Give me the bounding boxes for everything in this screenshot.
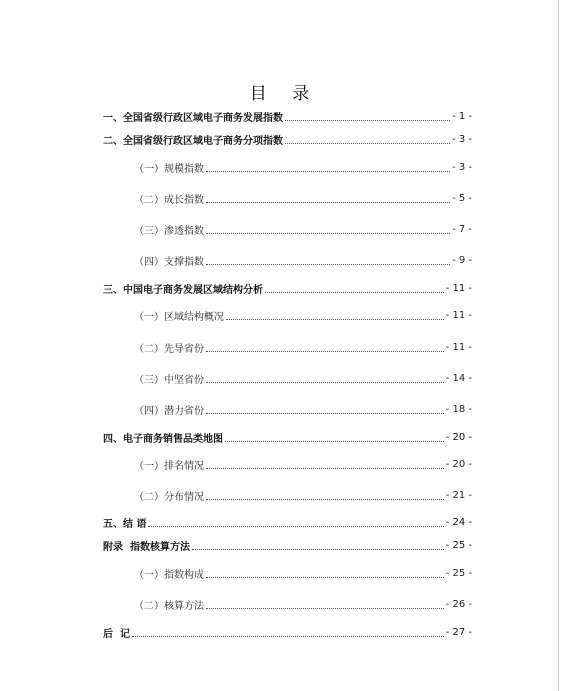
toc-dot-leader (206, 264, 450, 265)
toc-page-number: - 18 - (445, 403, 472, 415)
toc-entry-label: 后 记 (103, 628, 130, 640)
toc-entry-label: 一、全国省级行政区域电子商务发展指数 (103, 112, 283, 124)
toc-dot-leader (226, 319, 444, 320)
toc-entry-subsection[interactable] (134, 457, 472, 471)
toc-dot-leader (206, 171, 450, 172)
toc-entry-subsection[interactable] (134, 340, 472, 354)
toc-page-number: - 1 - (452, 110, 472, 122)
toc-entry-conclusion[interactable] (103, 515, 472, 529)
toc-page-number: - 11 - (445, 341, 472, 353)
toc-entry-section-1[interactable] (103, 109, 472, 123)
toc-dot-leader (206, 499, 444, 500)
toc-page-number: - 21 - (445, 489, 472, 501)
toc-entry-label: 四、电子商务销售品类地图 (103, 433, 223, 445)
toc-page-number: - 11 - (445, 309, 472, 321)
toc-entry-section-3[interactable] (103, 281, 472, 295)
toc-page-number: - 27 - (445, 626, 472, 638)
toc-page-number: - 9 - (452, 254, 472, 266)
toc-dot-leader (206, 577, 444, 578)
toc-entry-label: （二）分布情况 (134, 491, 204, 503)
toc-entry-label: （一）区域结构概况 (134, 311, 224, 323)
toc-entry-label: （一）规模指数 (134, 163, 204, 175)
toc-page-number: - 3 - (452, 133, 472, 145)
toc-dot-leader (192, 549, 444, 550)
toc-entry-subsection[interactable] (134, 191, 472, 205)
toc-entry-label: 三、中国电子商务发展区域结构分析 (103, 284, 263, 296)
toc-entry-subsection[interactable] (134, 371, 472, 385)
toc-entry-label: （二）成长指数 (134, 194, 204, 206)
toc-page-number: - 20 - (445, 431, 472, 443)
toc-dot-leader (206, 351, 444, 352)
toc-entry-subsection[interactable] (134, 402, 472, 416)
toc-title: 目 录 (249, 84, 320, 104)
toc-entry-label: （一）排名情况 (134, 460, 204, 472)
toc-dot-leader (206, 202, 450, 203)
toc-entry-label: 附录 指数核算方法 (103, 541, 190, 553)
toc-dot-leader (265, 292, 444, 293)
toc-entry-subsection[interactable] (134, 566, 472, 580)
toc-entry-label: （四）支撑指数 (134, 256, 204, 268)
toc-dot-leader (285, 143, 450, 144)
toc-entry-label: （三）渗透指数 (134, 225, 204, 237)
toc-entry-label: （三）中坚省份 (134, 374, 204, 386)
toc-entry-section-2[interactable] (103, 132, 472, 146)
toc-page-number: - 26 - (445, 598, 472, 610)
toc-entry-label: （二）核算方法 (134, 600, 204, 612)
toc-page-number: - 5 - (452, 192, 472, 204)
toc-dot-leader (206, 233, 450, 234)
toc-page-number: - 24 - (445, 516, 472, 528)
toc-entry-label: 二、全国省级行政区域电子商务分项指数 (103, 135, 283, 147)
toc-entry-subsection[interactable] (134, 488, 472, 502)
toc-dot-leader (206, 413, 444, 414)
toc-dot-leader (132, 636, 444, 637)
toc-entry-afterword[interactable] (103, 625, 472, 639)
toc-page-number: - 14 - (445, 372, 472, 384)
toc-entry-appendix[interactable] (103, 538, 472, 552)
toc-dot-leader (206, 608, 444, 609)
toc-dot-leader (285, 120, 450, 121)
toc-dot-leader (206, 468, 444, 469)
toc-entry-subsection[interactable] (134, 253, 472, 267)
toc-page-number: - 20 - (445, 458, 472, 470)
toc-entry-label: （四）潜力省份 (134, 405, 204, 417)
toc-entry-label: 五、结 语 (103, 518, 147, 530)
toc-page-number: - 25 - (445, 567, 472, 579)
toc-page-number: - 7 - (452, 223, 472, 235)
toc-page-number: - 3 - (452, 161, 472, 173)
toc-entry-subsection[interactable] (134, 597, 472, 611)
toc-dot-leader (148, 526, 443, 527)
toc-entry-subsection[interactable] (134, 222, 472, 236)
toc-page-number: - 25 - (445, 539, 472, 551)
toc-entry-label: （二）先导省份 (134, 343, 204, 355)
toc-entry-subsection[interactable] (134, 160, 472, 174)
toc-page-number: - 11 - (445, 282, 472, 294)
toc-dot-leader (206, 382, 444, 383)
toc-entry-label: （一）指数构成 (134, 569, 204, 581)
toc-entry-subsection[interactable] (134, 308, 472, 322)
toc-entry-section-4[interactable] (103, 430, 472, 444)
toc-dot-leader (225, 441, 444, 442)
